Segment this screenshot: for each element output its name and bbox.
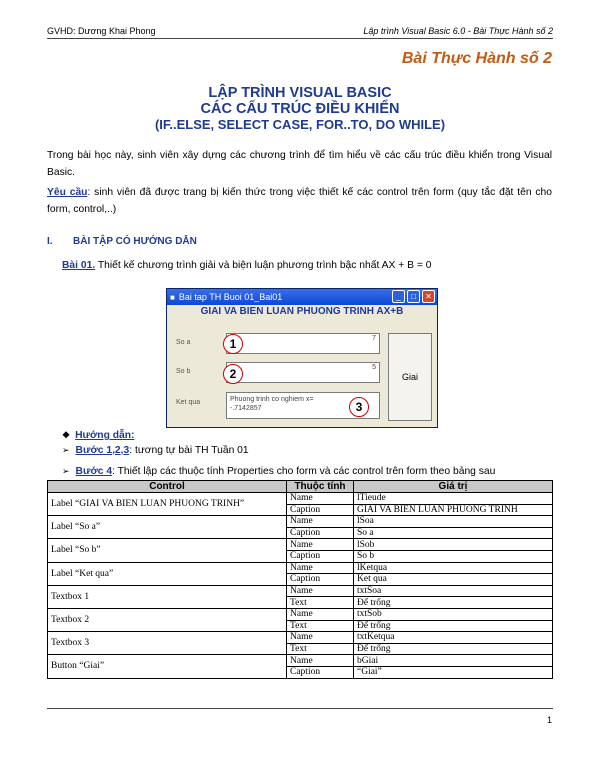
property-cell: Name (287, 632, 354, 644)
column-header-property: Thuộc tính (287, 481, 354, 493)
property-cell: Name (287, 516, 354, 528)
requirement-text: : sinh viên đã được trang bị kiến thức trong việc thiết kế các control trên form (quy tắc đặt tên cho form, control,..) (47, 187, 552, 215)
value-cell: “Giai” (354, 666, 553, 678)
control-cell: Textbox 1 (48, 585, 287, 608)
textbox-so-b-value: 5 (372, 364, 376, 371)
maximize-icon[interactable]: □ (407, 290, 420, 303)
control-cell: Label “Ket qua” (48, 562, 287, 585)
table-row (48, 539, 553, 551)
property-cell: Name (287, 562, 354, 574)
property-cell: Name (287, 585, 354, 597)
label-ket-qua: Ket qua (176, 399, 201, 406)
property-cell: Text (287, 620, 354, 632)
table-row (48, 655, 553, 667)
value-cell: lKetqua (354, 562, 553, 574)
step-4-line (62, 466, 495, 477)
exercise-label: Bài 01. (62, 260, 96, 271)
control-cell: Textbox 2 (48, 608, 287, 631)
result-line-1: Phuong trinh co nghiem x= (230, 396, 314, 403)
table-row (48, 493, 553, 505)
property-cell: Caption (287, 666, 354, 678)
guide-title: Hướng dẫn: (75, 430, 135, 441)
header-course: Lập trình Visual Basic 6.0 - Bài Thực Hành số 2 (363, 26, 553, 36)
form-title: Bai tap TH Buoi 01_Bai01 (178, 292, 283, 302)
property-cell: Name (287, 493, 354, 505)
property-cell: Name (287, 655, 354, 667)
step-1-text: : tương tự bài TH Tuần 01 (129, 445, 249, 456)
header-author: GVHD: Dương Khai Phong (47, 26, 156, 36)
value-cell: txtKetqua (354, 632, 553, 644)
property-cell: Name (287, 608, 354, 620)
textbox-so-a-value: 7 (372, 335, 376, 342)
step-1-label: Bước 1,2,3 (75, 445, 130, 456)
control-cell: Button “Giai” (48, 655, 287, 678)
textbox-so-b[interactable] (226, 362, 380, 383)
step-4-label: Bước 4 (75, 466, 113, 477)
property-cell: Text (287, 597, 354, 609)
section-heading (47, 236, 197, 247)
value-cell: Để trống (354, 620, 553, 632)
textbox-so-a[interactable] (226, 333, 380, 354)
property-cell: Name (287, 539, 354, 551)
control-cell: Label “GIAI VA BIEN LUAN PHUONG TRINH” (48, 493, 287, 516)
properties-table (47, 480, 553, 679)
control-cell: Label “So b” (48, 539, 287, 562)
guide-heading (62, 430, 134, 441)
exercise-text: Thiết kế chương trình giải và biện luận phương trình bậc nhất AX + B = 0 (95, 260, 432, 271)
form-caption-label: GIAI VA BIEN LUAN PHUONG TRINH AX+B (200, 306, 404, 317)
value-cell: bGiai (354, 655, 553, 667)
value-cell: So b (354, 550, 553, 562)
property-cell: Caption (287, 550, 354, 562)
requirement-paragraph (47, 184, 552, 218)
table-header-row (48, 481, 553, 493)
section-title: BÀI TẬP CÓ HƯỚNG DẪN (73, 236, 197, 247)
marker-2: 2 (223, 364, 243, 384)
property-cell: Caption (287, 527, 354, 539)
table-row (48, 585, 553, 597)
window-icon: ■ (170, 292, 175, 302)
table-row (48, 516, 553, 528)
property-cell: Caption (287, 504, 354, 516)
step-1-line (62, 445, 249, 456)
titlebar-buttons (392, 290, 435, 303)
control-cell: Label “So a” (48, 516, 287, 539)
property-cell: Caption (287, 574, 354, 586)
table-row (48, 632, 553, 644)
column-header-value: Giá trị (354, 481, 553, 493)
title-line-3: (IF..ELSE, SELECT CASE, FOR..TO, DO WHILE) (154, 117, 446, 132)
minimize-icon[interactable]: _ (392, 290, 405, 303)
property-cell: Text (287, 643, 354, 655)
section-number: I. (47, 236, 53, 247)
value-cell: Để trống (354, 643, 553, 655)
column-header-control: Control (48, 481, 287, 493)
intro-paragraph: Trong bài học này, sinh viên xây dựng các chương trình để tìm hiểu về các cấu trúc điều khiển trong Visual Basic. (47, 150, 552, 178)
label-so-b: So b (176, 368, 191, 375)
value-cell: GIAI VA BIEN LUAN PHUONG TRINH (354, 504, 553, 516)
close-icon[interactable]: ✕ (422, 290, 435, 303)
table-row (48, 608, 553, 620)
main-title (47, 85, 553, 133)
arrow-bullet-icon: ➢ (62, 445, 70, 455)
label-so-a: So a (176, 339, 191, 346)
value-cell: lSob (354, 539, 553, 551)
marker-1: 1 (223, 334, 243, 354)
header-divider (47, 38, 553, 39)
lab-title: Bài Thực Hành số 2 (401, 50, 552, 67)
value-cell: txtSoa (354, 585, 553, 597)
vb-form-window (166, 288, 438, 428)
result-line-2: -.7142857 (230, 405, 262, 412)
value-cell: lSoa (354, 516, 553, 528)
table-row (48, 562, 553, 574)
footer-divider (47, 708, 553, 709)
page-number: 1 (546, 715, 552, 725)
title-line-2: CÁC CẤU TRÚC ĐIỀU KHIỂN (200, 101, 400, 117)
value-cell: lTieude (354, 493, 553, 505)
value-cell: Ket qua (354, 574, 553, 586)
textbox-ket-qua-value (230, 395, 313, 413)
diamond-bullet-icon: ❖ (62, 430, 71, 440)
exercise-line (62, 260, 431, 271)
giai-button[interactable]: Giai (388, 333, 432, 421)
value-cell: So a (354, 527, 553, 539)
title-line-1: LẬP TRÌNH VISUAL BASIC (208, 85, 392, 101)
marker-3: 3 (349, 397, 369, 417)
arrow-bullet-icon: ➢ (62, 466, 70, 476)
value-cell: txtSob (354, 608, 553, 620)
control-cell: Textbox 3 (48, 632, 287, 655)
step-4-text: : Thiết lập các thuộc tính Properties cho form và các control trên form theo bảng sau (112, 466, 496, 477)
value-cell: Để trống (354, 597, 553, 609)
requirement-label: Yêu cầu (47, 187, 88, 198)
page-header (47, 26, 553, 36)
